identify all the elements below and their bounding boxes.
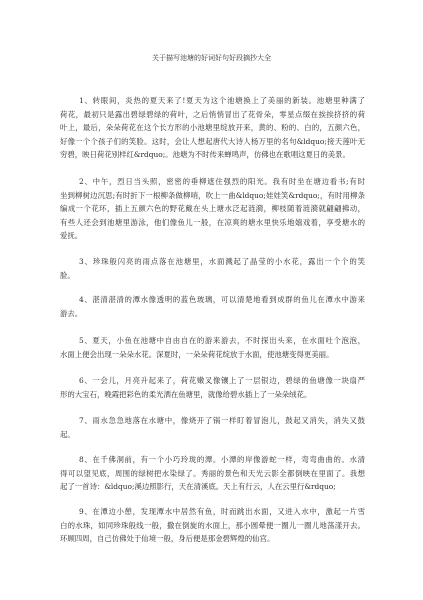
paragraph-line: 水面上便会出现一朵朵水花。深夏时，一朵朵荷花绽放于水面，使池塘变得更美丽。 [60,349,334,359]
paragraph-8 [60,453,365,494]
paragraph-line: 起。 [60,429,75,439]
document-title: 关于描写池塘的好词好句好段摘抄大全 [152,54,271,62]
paragraph-line: 1、转眼间，炎热的夏天来了!夏天为这个池塘换上了美丽的新装。池塘里种满了 [79,96,365,105]
paragraph-4 [60,293,365,320]
paragraph-line: 得可以望见底，周围的绿树把水染绿了。秀丽的景色和天光云影全都倒映在里面了。我想 [60,468,365,478]
paragraph-line: 白的水珠，如同珍珠般线一般，撒在倒旋的水面上，那小圆晕便一圈儿一圈儿地荡漾开去。 [60,520,365,530]
paragraph-line: 穷碧，映日荷花别样红&rdquo;。池塘为不时传来蝉鸣声，仿佛也在歌唱这夏日的美景。 [60,150,350,160]
paragraph-line: 好像一个个孩子们的笑脸。这时，会让人想起唐代大诗人杨万里的名句&ldquo;接天莲叶无 [60,136,365,146]
paragraph-line: 荷花，最初只是露出碧绿碧绿的荷叶，之后悄悄冒出了花骨朵，零星点缀在挨挨挤挤的荷 [60,109,365,119]
paragraph-line: 游去。 [60,308,83,318]
paragraph-line: 爱抚。 [60,231,83,241]
paragraph-line: 起了一首诗：&ldquo;溪边照影行，天在清溪底。天上有行云，人在云里行&rdquo; [60,482,336,492]
paragraph-line: 编成一个花环，插上五颜六色的野花戴在头上塘水泛起涟漪，柳枝随着涟漪就翩翩拂动， [60,204,365,214]
paragraph-5 [60,334,365,361]
paragraph-line: 环顾四周，自己仿佛处于仙境一般，身后便是那金碧辉煌的仙宫。 [60,534,275,544]
paragraph-line: 3、珍珠般闪亮的雨点落在池塘里，水面溅起了晶莹的小水花，露出一个个的笑 [79,257,365,266]
paragraph-line: 2、中午，烈日当头照，密密的垂柳遮住强烈的阳光。我有时坐在塘边看书;有时 [79,177,365,186]
paragraph-line: 5、夏天，小鱼在池塘中自由自在的游来游去，不时探出头来，在水面吐个泡泡， [79,336,365,345]
paragraph-line: 7、雨水急急地落在水塘中，像烧开了锅一样盯着冒泡儿，鼓起又消失，消失又鼓 [79,416,365,425]
paragraph-6 [60,374,365,401]
paragraph-line: 9、在潭边小憩，发现潭水中居然有鱼，时而跳出水面，又进入水中，激起一片雪 [79,507,365,516]
paragraph-line: 形的大宝石，晚霞把彩色的柔光洒在鱼塘里，就像给碧水插上了一朵朵绒花。 [60,389,312,399]
paragraph-2 [60,175,365,243]
paragraph-line: 脸。 [60,270,75,280]
paragraph-line: 坐到柳树边沉思;有时折下一根柳条做柳哨，吹上一曲&ldquo;娃娃笑&rdquo;，有时用柳条 [60,190,365,200]
paragraph-line: 叶上，最后，朵朵荷花在这个长方形的小池塘里绽放开来，黄的、粉的、白的，五颜六色， [60,123,365,133]
paragraph-3 [60,255,365,282]
paragraph-1 [60,94,365,162]
paragraph-line: 6、一会儿，月亮升起来了，荷花嫩叉像镶上了一层银边，碧绿的鱼塘像一块扇严 [79,376,365,385]
paragraph-9 [60,505,365,546]
paragraph-line: 8、在千佛洞前，有一个小巧玲珑的潭。小潭的岸像游蛇一样，弯弯曲曲的。水清 [79,455,365,464]
paragraph-7 [60,414,365,441]
paragraph-line: 4、湛清湛清的潭水像透明的蓝色玻璃，可以清楚地看到成群的鱼儿在潭水中游来 [79,295,365,304]
paragraph-line: 有些人还会到池塘里游泳，他们像鱼儿一般，在凉爽的塘水里快乐地嬉戏着，享受塘水的 [60,217,365,227]
